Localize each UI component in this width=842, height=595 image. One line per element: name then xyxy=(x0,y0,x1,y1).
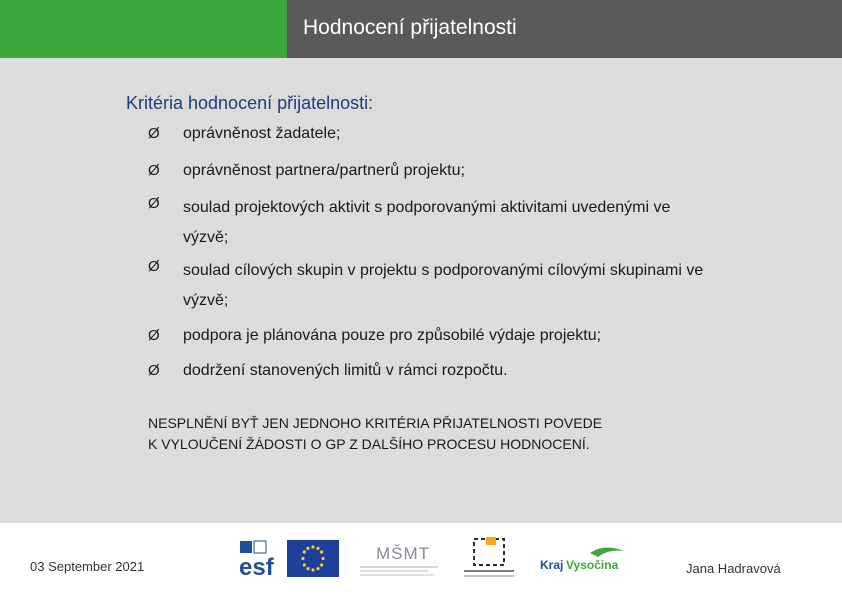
msmt-logo-text: MŠMT xyxy=(376,544,431,563)
exclusion-warning xyxy=(148,413,602,455)
op-vk-logo xyxy=(460,535,518,581)
arrow-bullet-icon: Ø xyxy=(148,125,160,142)
footer-date: 03 September 2021 xyxy=(30,559,145,574)
header-title-bar xyxy=(287,0,842,58)
criteria-item-text: oprávněnost partnera/partnerů projektu; xyxy=(183,162,465,179)
criteria-item xyxy=(148,123,748,147)
criteria-item xyxy=(148,325,748,349)
slide-footer xyxy=(0,523,842,595)
slide-title: Hodnocení přijatelnosti xyxy=(303,16,517,39)
kraj-logo-text: Kraj xyxy=(540,558,564,572)
esf-logo-text: esf xyxy=(239,554,274,579)
msmt-logo xyxy=(358,537,442,581)
arrow-bullet-icon: Ø xyxy=(148,327,160,344)
esf-logo xyxy=(238,539,284,579)
criteria-item xyxy=(148,360,748,384)
footer-author: Jana Hadravová xyxy=(686,561,781,576)
criteria-item-text: soulad projektových aktivit s podporovanými aktivitami uvedenými ve výzvě; xyxy=(183,199,671,246)
kraj-vysocina-logo xyxy=(538,543,628,577)
criteria-heading: Kritéria hodnocení přijatelnosti: xyxy=(126,93,374,113)
arrow-bullet-icon: Ø xyxy=(148,195,160,212)
warning-line: NESPLNĚNÍ BYŤ JEN JEDNOHO KRITÉRIA PŘIJATELNOSTI POVEDE xyxy=(148,415,603,431)
criteria-item-text: oprávněnost žadatele; xyxy=(183,125,341,142)
criteria-item-text: soulad cílových skupin v projektu s podporovanými cílovými skupinami ve výzvě; xyxy=(183,262,704,309)
arrow-bullet-icon: Ø xyxy=(148,362,160,379)
vysocina-logo-text: Vysočina xyxy=(566,558,619,572)
criteria-item xyxy=(148,160,748,184)
criteria-item xyxy=(148,193,748,253)
criteria-item-text: dodržení stanovených limitů v rámci rozpočtu. xyxy=(183,362,508,379)
criteria-item xyxy=(148,256,748,316)
arrow-bullet-icon: Ø xyxy=(148,258,160,275)
criteria-item-text: podpora je plánována pouze pro způsobilé výdaje projektu; xyxy=(183,327,602,344)
slide-header xyxy=(0,0,842,58)
eu-flag-logo xyxy=(287,540,339,577)
header-green-block xyxy=(0,0,287,58)
warning-line: K VYLOUČENÍ ŽÁDOSTI O GP Z DALŠÍHO PROCESU HODNOCENÍ. xyxy=(148,436,590,452)
arrow-bullet-icon: Ø xyxy=(148,162,160,179)
